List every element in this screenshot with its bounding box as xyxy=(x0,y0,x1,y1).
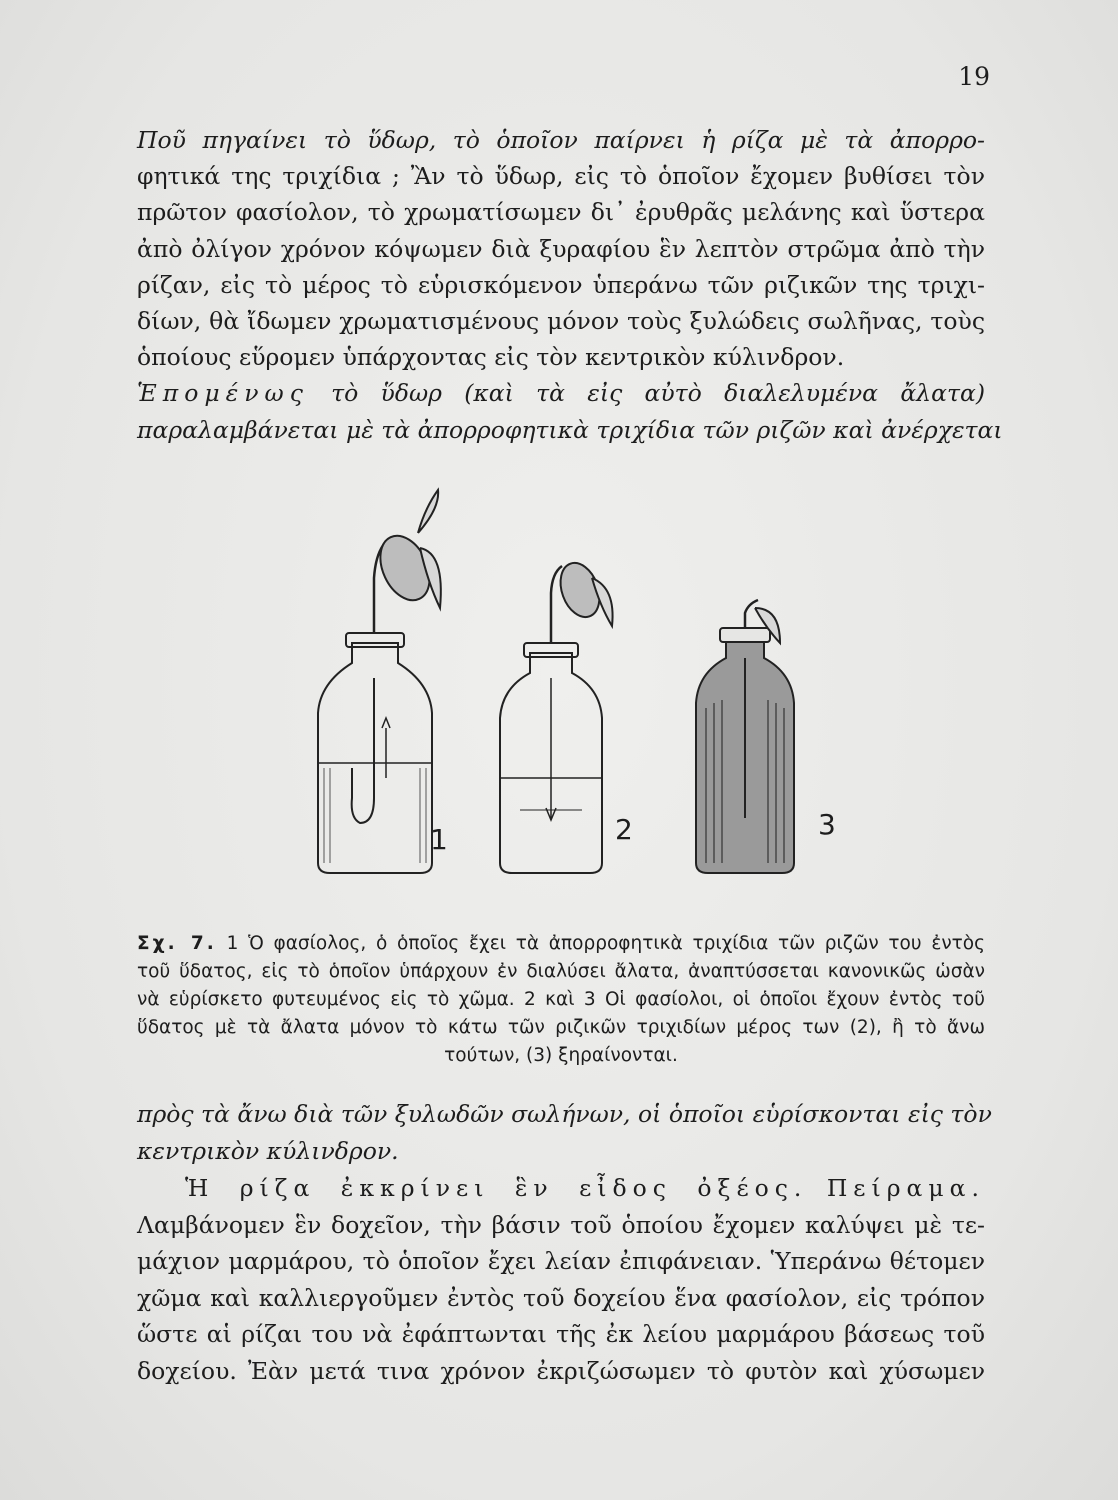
text-line: ἀπὸ ὀλίγον χρόνον κόψωμεν διὰ ξυραφίου ἓν λεπτὸν στρῶμα ἀπὸ τὴν xyxy=(137,234,985,263)
bean-bottles-illustration xyxy=(290,478,850,898)
caption-line: τοῦ ὕδατος, εἰς τὸ ὁποῖον ὑπάρχουν ἐν διαλύσει ἄλατα, ἀναπτύσσεται κανονικῶς ὡσὰν xyxy=(137,961,985,982)
text-fragment: τὸ ὕδωρ (καὶ τὰ εἰς αὐτὸ διαλελυμένα ἄλατα) xyxy=(308,379,985,408)
bottle-1 xyxy=(318,490,441,873)
text-line: χῶμα καὶ καλλιεργοῦμεν ἐντὸς τοῦ δοχείου ἕνα φασίολον, εἰς τρόπον xyxy=(137,1283,985,1312)
figure-caption xyxy=(137,930,985,1070)
text-line: κεντρικὸν κύλινδρον. xyxy=(137,1136,399,1165)
bottle-3 xyxy=(696,600,794,873)
spaced-word: Ἑπομένως xyxy=(137,379,309,408)
text-line: ὥστε αἱ ρίζαι του νὰ ἐφάπτωνται τῆς ἐκ λείου μαρμάρου βάσεως τοῦ xyxy=(137,1320,985,1348)
page-number: 19 xyxy=(958,62,990,91)
figure-label-1: 1 xyxy=(430,823,448,856)
figure-bean-bottles xyxy=(290,478,850,898)
text-line: ὁποίους εὕρομεν ὑπάρχοντας εἰς τὸν κεντρικὸν κύλινδρον. xyxy=(137,343,845,372)
text-line: πρῶτον φασίολον, τὸ χρωματίσωμεν δι᾽ ἐρυθρᾶς μελάνης καὶ ὕστερα xyxy=(137,198,985,227)
caption-line: ὕδατος μὲ τὰ ἄλατα μόνον τὸ κάτω τῶν ριζικῶν τριχιδίων μέρος των (2), ἢ τὸ ἄνω xyxy=(137,1017,985,1038)
text-line: πρὸς τὰ ἄνω διὰ τῶν ξυλωδῶν σωλήνων, οἱ ὁποῖοι εὑρίσκονται εἰς τὸν xyxy=(137,1100,992,1128)
text-line: δίων, θὰ ἴδωμεν χρωματισμένους μόνον τοὺς ξυλώδεις σωλῆνας, τοὺς xyxy=(137,307,985,336)
text-line: μάχιον μαρμάρου, τὸ ὁποῖον ἔχει λείαν ἐπιφάνειαν. Ὑπεράνω θέτομεν xyxy=(137,1247,985,1275)
paragraph-roots-water xyxy=(137,122,1003,448)
text-line: Ποῦ πηγαίνει τὸ ὕδωρ, τὸ ὁποῖον παίρνει ἡ ρίζα μὲ τὰ ἀπορρο- xyxy=(137,126,985,154)
bottle-2 xyxy=(500,558,613,873)
spaced-heading: Ἡ ρίζα ἐκκρίνει ἓν εἶδος ὀξέος. xyxy=(185,1174,808,1202)
text-line: Λαμβάνομεν ἓν δοχεῖον, τὴν βάσιν τοῦ ὁποίου ἔχομεν καλύψει μὲ τε- xyxy=(137,1210,985,1239)
text-line-heading xyxy=(137,1170,985,1207)
text-line: δοχείου. Ἐὰν μετά τινα χρόνον ἐκριζώσωμεν τὸ φυτὸν καὶ χύσωμεν xyxy=(137,1356,985,1385)
text-line: παραλαμβάνεται μὲ τὰ ἀπορροφητικὰ τριχίδια τῶν ριζῶν καὶ ἀνέρχεται xyxy=(137,415,1003,444)
figure-label-2: 2 xyxy=(615,813,633,846)
spaced-experiment: Πείραμα. xyxy=(826,1174,985,1202)
caption-line: τούτων, (3) ξηραίνονται. xyxy=(444,1045,678,1066)
text-line: φητικά της τριχίδια ; Ἂν τὸ ὕδωρ, εἰς τὸ ὁποῖον ἔχομεν βυθίσει τὸν xyxy=(137,162,985,191)
text-line: ρίζαν, εἰς τὸ μέρος τὸ εὑρισκόμενον ὑπεράνω τῶν ριζικῶν της τριχι- xyxy=(137,270,985,299)
caption-line: νὰ εὑρίσκετο φυτευμένος εἰς τὸ χῶμα. 2 καὶ 3 Οἱ φασίολοι, οἱ ὁποῖοι ἔχουν ἐντὸς τοῦ xyxy=(137,989,985,1010)
caption-lead: Σχ. 7. xyxy=(137,933,217,954)
paragraph-acid-experiment xyxy=(137,1170,985,1389)
paragraph-continuation xyxy=(137,1096,992,1169)
text-line-consequently xyxy=(137,375,985,411)
caption-line: 1 Ὁ φασίολος, ὁ ὁποῖος ἔχει τὰ ἀπορροφητικὰ τριχίδια τῶν ριζῶν του ἐντὸς xyxy=(216,933,985,954)
figure-label-3: 3 xyxy=(818,808,836,841)
